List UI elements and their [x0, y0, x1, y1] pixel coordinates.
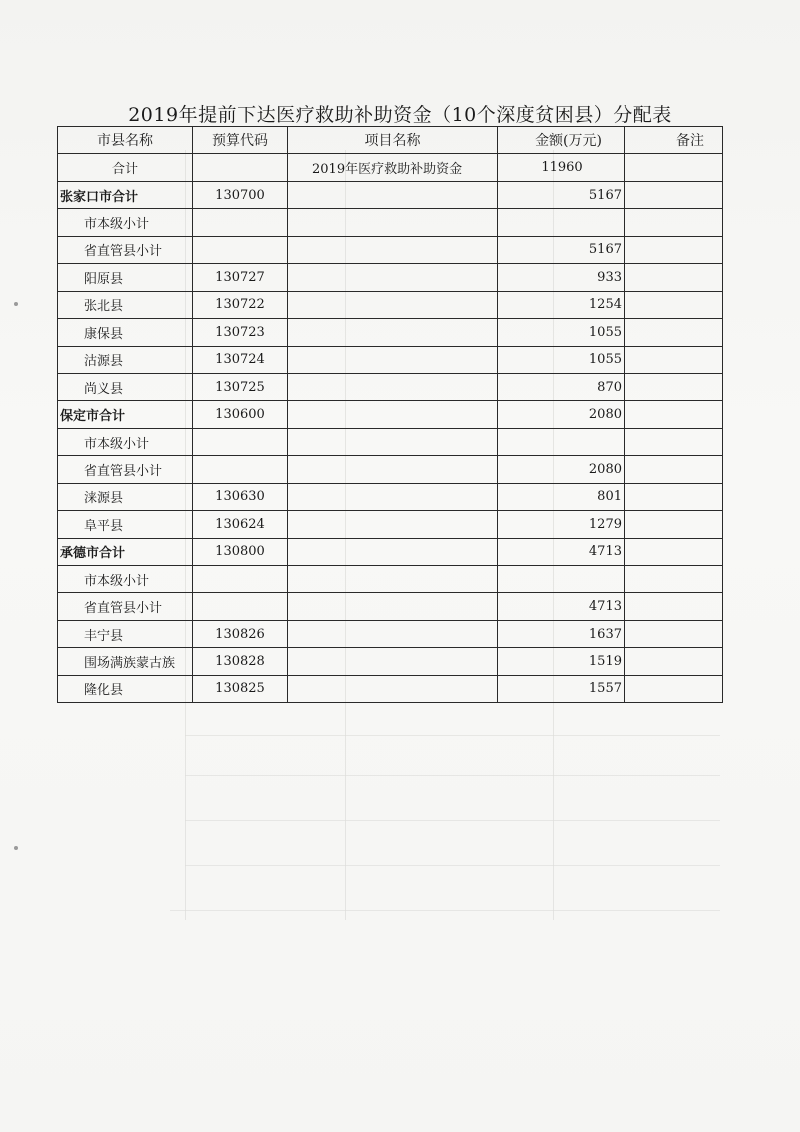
- column-header-project: 项目名称: [288, 127, 498, 154]
- row-note-cell: [625, 373, 723, 400]
- row-code-cell: 130828: [193, 648, 288, 675]
- row-amount-cell: 5167: [498, 236, 625, 263]
- row-note-cell: [625, 154, 723, 181]
- row-note-cell: [625, 593, 723, 620]
- row-code-cell: 130725: [193, 373, 288, 400]
- table-row: [58, 291, 723, 318]
- row-amount-cell: [498, 566, 625, 593]
- column-header-name: 市县名称: [58, 127, 193, 154]
- row-code-cell: 130624: [193, 511, 288, 538]
- row-amount-cell: [498, 209, 625, 236]
- row-project-cell: [288, 209, 498, 236]
- row-note-cell: [625, 483, 723, 510]
- row-code-cell: 130826: [193, 620, 288, 647]
- row-project-cell: [288, 483, 498, 510]
- row-note-cell: [625, 456, 723, 483]
- column-header-note: 备注: [625, 127, 723, 154]
- row-note-cell: [625, 319, 723, 346]
- row-project-cell: [288, 620, 498, 647]
- row-amount-cell: 801: [498, 483, 625, 510]
- row-name-cell: 阳原县: [58, 264, 193, 291]
- row-code-cell: 130630: [193, 483, 288, 510]
- row-name-cell: 张家口市合计: [58, 181, 193, 208]
- row-name-cell: 围场满族蒙古族: [58, 648, 193, 675]
- row-code-cell: [193, 428, 288, 455]
- row-note-cell: [625, 566, 723, 593]
- row-project-cell: [288, 456, 498, 483]
- row-name-cell: 阜平县: [58, 511, 193, 538]
- row-note-cell: [625, 181, 723, 208]
- row-amount-cell: 933: [498, 264, 625, 291]
- row-note-cell: [625, 236, 723, 263]
- column-header-amount: 金额(万元): [498, 127, 625, 154]
- table-row: [58, 675, 723, 702]
- table-row: [58, 154, 723, 181]
- allocation-table: [57, 126, 723, 703]
- table-row: [58, 428, 723, 455]
- row-amount-cell: 1557: [498, 675, 625, 702]
- row-project-cell: [288, 319, 498, 346]
- row-amount-cell: 11960: [498, 154, 625, 181]
- row-name-cell: 张北县: [58, 291, 193, 318]
- row-amount-cell: 1254: [498, 291, 625, 318]
- row-code-cell: 130800: [193, 538, 288, 565]
- row-amount-cell: 5167: [498, 181, 625, 208]
- row-project-cell: [288, 346, 498, 373]
- row-note-cell: [625, 428, 723, 455]
- row-name-cell: 市本级小计: [58, 566, 193, 593]
- table-row: [58, 538, 723, 565]
- row-name-cell: 沽源县: [58, 346, 193, 373]
- row-note-cell: [625, 648, 723, 675]
- row-code-cell: [193, 154, 288, 181]
- row-name-cell: 市本级小计: [58, 428, 193, 455]
- row-project-cell: [288, 236, 498, 263]
- row-project-cell: [288, 593, 498, 620]
- row-note-cell: [625, 620, 723, 647]
- binding-hole: [14, 846, 18, 850]
- row-note-cell: [625, 346, 723, 373]
- row-code-cell: 130723: [193, 319, 288, 346]
- row-note-cell: [625, 264, 723, 291]
- row-note-cell: [625, 675, 723, 702]
- row-project-cell: [288, 675, 498, 702]
- row-code-cell: 130825: [193, 675, 288, 702]
- row-name-cell: 隆化县: [58, 675, 193, 702]
- row-note-cell: [625, 291, 723, 318]
- row-project-cell: [288, 401, 498, 428]
- row-note-cell: [625, 209, 723, 236]
- row-project-cell: [288, 648, 498, 675]
- table-row: [58, 236, 723, 263]
- row-amount-cell: 2080: [498, 456, 625, 483]
- row-amount-cell: 1055: [498, 319, 625, 346]
- row-amount-cell: 1519: [498, 648, 625, 675]
- row-amount-cell: 1279: [498, 511, 625, 538]
- row-note-cell: [625, 511, 723, 538]
- table-row: [58, 346, 723, 373]
- show-through-line: [185, 735, 720, 736]
- show-through-line: [185, 865, 720, 866]
- row-code-cell: [193, 456, 288, 483]
- row-name-cell: 康保县: [58, 319, 193, 346]
- row-code-cell: [193, 566, 288, 593]
- row-amount-cell: 1055: [498, 346, 625, 373]
- row-project-cell: [288, 511, 498, 538]
- row-project-cell: [288, 373, 498, 400]
- table-row: [58, 264, 723, 291]
- row-code-cell: 130700: [193, 181, 288, 208]
- table-row: [58, 373, 723, 400]
- row-code-cell: 130724: [193, 346, 288, 373]
- row-name-cell: 尚义县: [58, 373, 193, 400]
- row-code-cell: 130722: [193, 291, 288, 318]
- row-project-cell: 2019年医疗救助补助资金: [288, 154, 498, 181]
- row-name-cell: 省直管县小计: [58, 236, 193, 263]
- row-project-cell: [288, 566, 498, 593]
- table-row: [58, 456, 723, 483]
- row-amount-cell: [498, 428, 625, 455]
- row-code-cell: [193, 209, 288, 236]
- row-name-cell: 省直管县小计: [58, 593, 193, 620]
- row-name-cell: 合计: [58, 154, 193, 181]
- show-through-line: [170, 910, 720, 911]
- table-body: [58, 154, 723, 703]
- show-through-line: [185, 775, 720, 776]
- row-note-cell: [625, 538, 723, 565]
- row-name-cell: 丰宁县: [58, 620, 193, 647]
- row-project-cell: [288, 538, 498, 565]
- table-row: [58, 566, 723, 593]
- table-header-row: [58, 127, 723, 154]
- table-row: [58, 648, 723, 675]
- row-project-cell: [288, 428, 498, 455]
- row-amount-cell: 870: [498, 373, 625, 400]
- binding-hole: [14, 302, 18, 306]
- row-amount-cell: 1637: [498, 620, 625, 647]
- row-amount-cell: 2080: [498, 401, 625, 428]
- table-row: [58, 181, 723, 208]
- table-row: [58, 593, 723, 620]
- row-note-cell: [625, 401, 723, 428]
- row-name-cell: 承德市合计: [58, 538, 193, 565]
- row-amount-cell: 4713: [498, 593, 625, 620]
- column-header-code: 预算代码: [193, 127, 288, 154]
- table-row: [58, 511, 723, 538]
- row-name-cell: 涞源县: [58, 483, 193, 510]
- row-amount-cell: 4713: [498, 538, 625, 565]
- row-code-cell: 130600: [193, 401, 288, 428]
- row-code-cell: 130727: [193, 264, 288, 291]
- page-title: 2019年提前下达医疗救助补助资金（10个深度贫困县）分配表: [128, 104, 672, 126]
- row-name-cell: 省直管县小计: [58, 456, 193, 483]
- table-row: [58, 483, 723, 510]
- row-project-cell: [288, 291, 498, 318]
- row-name-cell: 市本级小计: [58, 209, 193, 236]
- table-row: [58, 209, 723, 236]
- row-project-cell: [288, 264, 498, 291]
- row-code-cell: [193, 593, 288, 620]
- show-through-line: [185, 820, 720, 821]
- row-code-cell: [193, 236, 288, 263]
- row-project-cell: [288, 181, 498, 208]
- table-row: [58, 401, 723, 428]
- row-name-cell: 保定市合计: [58, 401, 193, 428]
- table-row: [58, 319, 723, 346]
- table-row: [58, 620, 723, 647]
